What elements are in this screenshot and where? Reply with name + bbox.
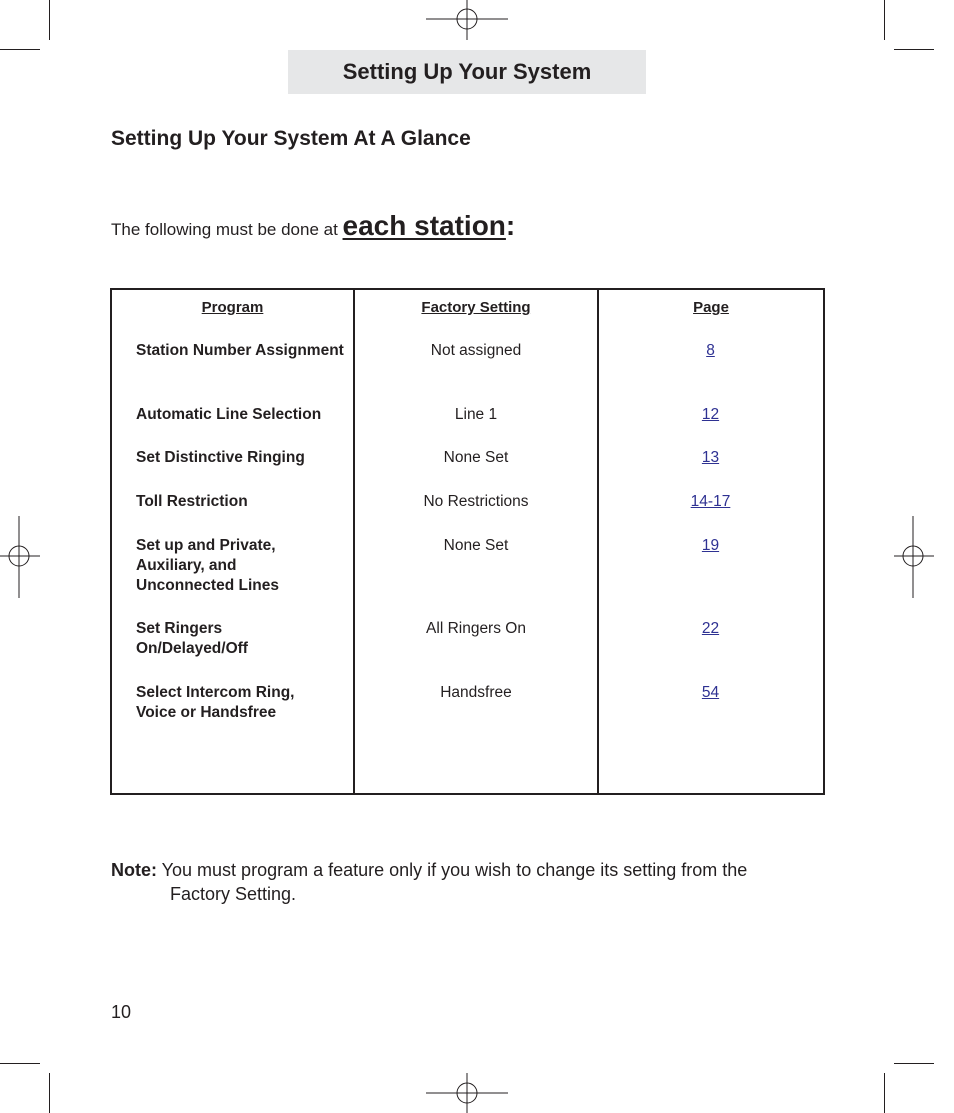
intro-text (111, 210, 515, 242)
page-link[interactable]: 8 (706, 342, 715, 359)
crop-mark (49, 0, 50, 40)
note-line-1: You must program a feature only if you wish to change its setting from the (157, 860, 748, 880)
intro-emphasis: each station (342, 210, 506, 241)
factory-cell: No Restrictions (423, 493, 529, 510)
section-header-title: Setting Up Your System (342, 59, 592, 84)
registration-mark-icon (0, 516, 40, 598)
page-title: Setting Up Your System At A Glance (111, 127, 471, 150)
note (111, 858, 841, 906)
registration-mark-icon (894, 516, 934, 598)
settings-table (110, 288, 825, 795)
page-link[interactable]: 14-17 (690, 493, 731, 510)
header-page: Page (693, 299, 729, 316)
crop-mark (49, 1073, 50, 1113)
page-link[interactable]: 13 (701, 449, 720, 466)
page-link[interactable]: 12 (701, 406, 720, 423)
program-cell: Set Distinctive Ringing (136, 449, 305, 466)
header-program: Program (201, 299, 264, 316)
factory-cell: All Ringers On (426, 620, 526, 637)
page-link[interactable]: 22 (701, 620, 720, 637)
program-cell: Toll Restriction (136, 493, 248, 510)
crop-mark (0, 49, 40, 50)
crop-mark (884, 0, 885, 40)
crop-mark (894, 49, 934, 50)
program-cell: Set up and Private, Auxiliary, and Unconnected Lines (136, 537, 279, 594)
program-cell: Automatic Line Selection (136, 406, 322, 423)
program-cell: Station Number Assignment (136, 342, 344, 359)
intro-lead: The following must be done at (111, 220, 343, 239)
note-label: Note: (111, 860, 157, 880)
page-link[interactable]: 54 (701, 684, 720, 701)
crop-mark (0, 1063, 40, 1064)
program-cell: Select Intercom Ring, Voice or Handsfree (136, 684, 295, 721)
header-factory-setting: Factory Setting (421, 299, 531, 316)
program-cell: Set Ringers On/Delayed/Off (136, 620, 248, 657)
registration-mark-icon (426, 1073, 508, 1113)
factory-cell: None Set (443, 449, 509, 466)
page-number: 10 (111, 1002, 132, 1022)
crop-mark (884, 1073, 885, 1113)
factory-cell: Not assigned (430, 342, 522, 359)
registration-mark-icon (426, 0, 508, 40)
note-line-2: Factory Setting. (170, 884, 297, 904)
factory-cell: None Set (443, 537, 509, 554)
factory-cell: Line 1 (454, 406, 498, 423)
intro-colon: : (505, 210, 516, 241)
section-header (288, 50, 646, 94)
factory-cell: Handsfree (440, 684, 512, 701)
crop-mark (894, 1063, 934, 1064)
page-link[interactable]: 19 (701, 537, 720, 554)
